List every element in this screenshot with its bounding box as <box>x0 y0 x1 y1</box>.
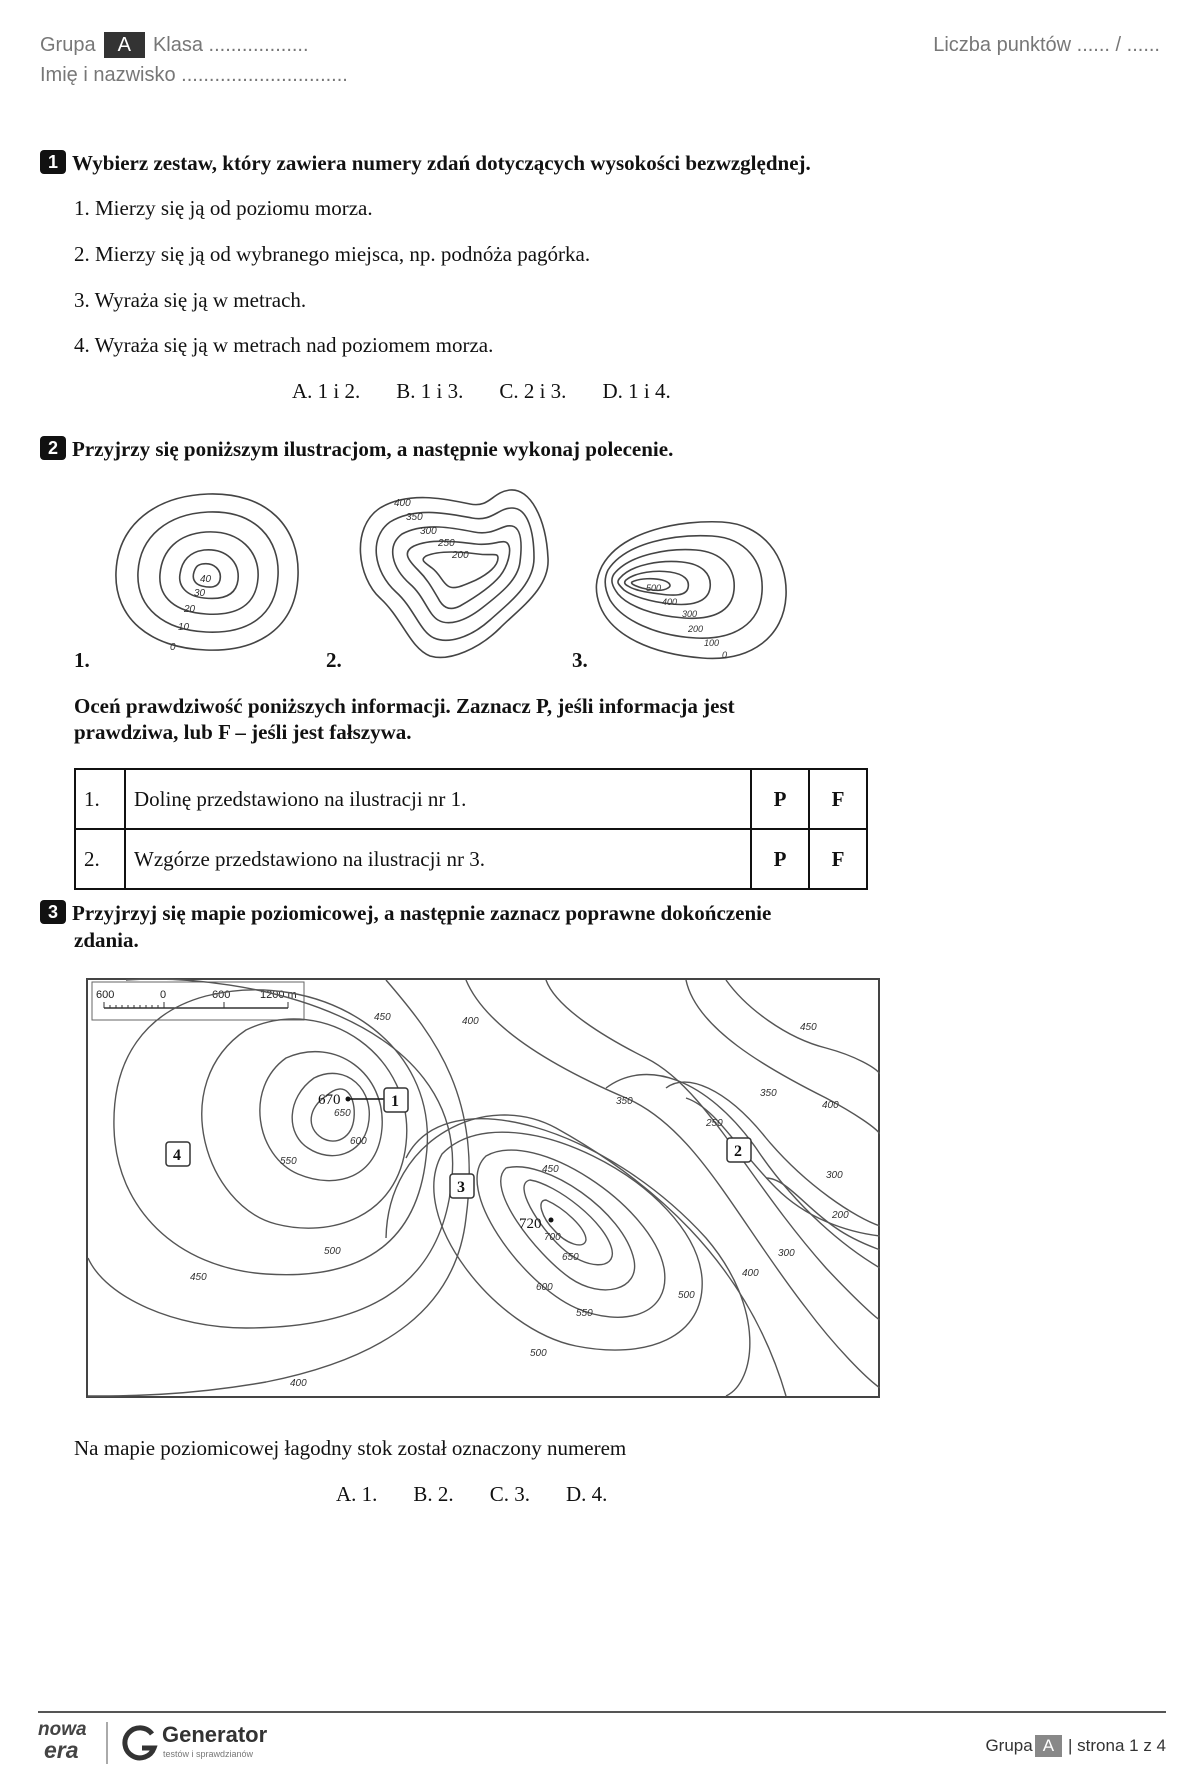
false-option[interactable]: F <box>809 769 867 829</box>
row-number: 2. <box>75 829 125 889</box>
q3-answer-c[interactable]: C. 3. <box>489 1482 530 1506</box>
map-marker-3 <box>450 1174 474 1198</box>
contour-label: 650 <box>334 1108 351 1119</box>
q1-item: 2. Mierzy się ją od wybranego miejsca, np. podnóża pagórka. <box>74 242 591 266</box>
fig3-label-200: 200 <box>688 624 704 634</box>
contour-label: 650 <box>562 1252 579 1263</box>
q3-answer-a[interactable]: A. 1. <box>336 1482 378 1506</box>
footer-group-badge: A <box>1035 1735 1062 1757</box>
q1-item: 3. Wyraża się ją w metrach. <box>74 288 307 312</box>
contour-label: 450 <box>542 1164 559 1175</box>
marker-2-label: 2 <box>734 1143 742 1160</box>
fig1-label-10: 10 <box>178 622 190 633</box>
q3-answer-d[interactable]: D. 4. <box>565 1482 608 1506</box>
fig-label-2: 2. <box>326 648 342 672</box>
name-label: Imię i nazwisko .............................. <box>40 64 348 86</box>
fig2-label-250: 250 <box>438 538 455 549</box>
nowa-era-logo <box>38 1719 98 1763</box>
class-label: Klasa .................. <box>152 34 309 56</box>
q3-title-line1: Przyjrzyj się mapie poziomicowej, a następnie zaznacz poprawne dokończenie <box>72 901 772 925</box>
fig1-label-30: 30 <box>194 588 206 599</box>
contour-label: 450 <box>190 1272 207 1283</box>
header-group <box>40 32 309 58</box>
contour-label: 400 <box>462 1016 479 1027</box>
contour-figure-1 <box>108 488 308 658</box>
marker-4-label: 4 <box>173 1147 181 1164</box>
contour-label: 300 <box>778 1248 795 1259</box>
contour-label: 250 <box>706 1118 723 1129</box>
fig3-label-500: 500 <box>646 583 662 593</box>
scale-label-1200m: 1200 m <box>260 989 297 1001</box>
contour-label: 350 <box>760 1088 777 1099</box>
table-row <box>75 829 867 889</box>
generator-subtitle: testów i sprawdzianów <box>163 1749 254 1759</box>
q1-answer-d[interactable]: D. 1 i 4. <box>602 379 671 403</box>
q3-title-line2: zdania. <box>74 928 139 952</box>
map-marker-1 <box>384 1088 408 1112</box>
map-marker-4 <box>166 1142 190 1166</box>
q1-answer-c[interactable]: C. 2 i 3. <box>499 379 567 403</box>
contour-label: 600 <box>536 1282 553 1293</box>
fig3-label-0: 0 <box>722 650 728 660</box>
fig2-label-400: 400 <box>394 498 411 509</box>
fig-label-3: 3. <box>572 648 588 672</box>
q2-instruction-line1: Oceń prawdziwość poniższych informacji. Zaznacz P, jeśli informacja jest <box>74 694 735 718</box>
row-statement: Dolinę przedstawiono na ilustracji nr 1. <box>125 769 751 829</box>
row-number: 1. <box>75 769 125 829</box>
q2-number-badge: 2 <box>40 436 66 460</box>
contour-label: 350 <box>616 1096 633 1107</box>
fig-label-1: 1. <box>74 648 90 672</box>
contour-label: 500 <box>324 1246 341 1257</box>
contour-label: 400 <box>742 1268 759 1279</box>
contour-label: 400 <box>822 1100 839 1111</box>
q1-item: 4. Wyraża się ją w metrach nad poziomem morza. <box>74 333 494 357</box>
q1-answer-b[interactable]: B. 1 i 3. <box>396 379 464 403</box>
fig3-label-400: 400 <box>662 597 678 607</box>
logo-nowa: nowa <box>38 1719 87 1740</box>
footer-group-label: Grupa <box>985 1736 1033 1755</box>
q2-title: Przyjrzy się poniższym ilustracjom, a następnie wykonaj polecenie. <box>72 437 674 461</box>
contour-label: 200 <box>832 1210 849 1221</box>
footer-divider <box>38 1711 1166 1713</box>
table-row <box>75 769 867 829</box>
fig2-label-300: 300 <box>420 526 437 537</box>
map-marker-2 <box>727 1138 751 1162</box>
contour-figure-3 <box>592 516 792 666</box>
q2-instruction-line2: prawdziwa, lub F – jeśli jest fałszywa. <box>74 720 412 744</box>
contour-label: 450 <box>800 1022 817 1033</box>
q3-title-row <box>40 900 1150 927</box>
row-statement: Wzgórze przedstawiono na ilustracji nr 3. <box>125 829 751 889</box>
contour-label: 600 <box>350 1136 367 1147</box>
true-option[interactable]: P <box>751 829 809 889</box>
q3-answers <box>336 1482 643 1507</box>
fig1-label-0: 0 <box>170 642 176 653</box>
q1-answers <box>292 379 707 404</box>
footer-page-info <box>985 1735 1166 1757</box>
q3-answer-b[interactable]: B. 2. <box>413 1482 454 1506</box>
fig2-label-200: 200 <box>452 550 469 561</box>
q3-sentence: Na mapie poziomicowej łagodny stok został oznaczony numerem <box>74 1436 627 1460</box>
true-false-table <box>74 768 868 890</box>
generator-g-icon <box>120 1724 160 1764</box>
contour-figure-2 <box>350 488 570 668</box>
group-label: Grupa <box>40 34 96 56</box>
contour-label: 450 <box>374 1012 391 1023</box>
logo-divider <box>106 1722 108 1764</box>
q1-title-row <box>40 150 1150 177</box>
group-value-badge: A <box>104 32 145 58</box>
fig2-label-350: 350 <box>406 512 423 523</box>
contour-label: 300 <box>826 1170 843 1181</box>
false-option[interactable]: F <box>809 829 867 889</box>
contour-label: 500 <box>678 1290 695 1301</box>
scale-label-600-right: 600 <box>212 989 231 1001</box>
scale-label-0: 0 <box>160 989 167 1001</box>
fig1-label-20: 20 <box>184 604 196 615</box>
fig3-label-300: 300 <box>682 609 698 619</box>
generator-title: Generator <box>162 1722 268 1747</box>
contour-label: 700 <box>544 1232 561 1243</box>
q2-title-row <box>40 436 1150 463</box>
marker-3-label: 3 <box>457 1179 465 1196</box>
points-label: Liczba punktów ...... / ...... <box>933 34 1160 56</box>
peak-label-670: 670 <box>318 1092 341 1108</box>
q1-answer-a[interactable]: A. 1 i 2. <box>292 379 361 403</box>
peak-label-720: 720 <box>519 1216 542 1232</box>
scale-bar <box>92 982 304 1020</box>
scale-label-600-left: 600 <box>96 989 115 1001</box>
fig3-label-100: 100 <box>704 638 720 648</box>
contour-map <box>86 978 880 1398</box>
logo-era: era <box>44 1737 79 1763</box>
q1-number-badge: 1 <box>40 150 66 174</box>
fig1-label-40: 40 <box>200 574 212 585</box>
contour-label: 400 <box>290 1378 307 1389</box>
marker-1-label: 1 <box>391 1093 399 1110</box>
q3-number-badge: 3 <box>40 900 66 924</box>
true-option[interactable]: P <box>751 769 809 829</box>
contour-label: 500 <box>530 1348 547 1359</box>
footer-page-text: | strona 1 z 4 <box>1068 1736 1166 1755</box>
q1-title: Wybierz zestaw, który zawiera numery zdań dotyczących wysokości bezwzględnej. <box>72 151 811 175</box>
contour-label: 550 <box>576 1308 593 1319</box>
contour-label: 550 <box>280 1156 297 1167</box>
q1-item: 1. Mierzy się ją od poziomu morza. <box>74 196 373 220</box>
